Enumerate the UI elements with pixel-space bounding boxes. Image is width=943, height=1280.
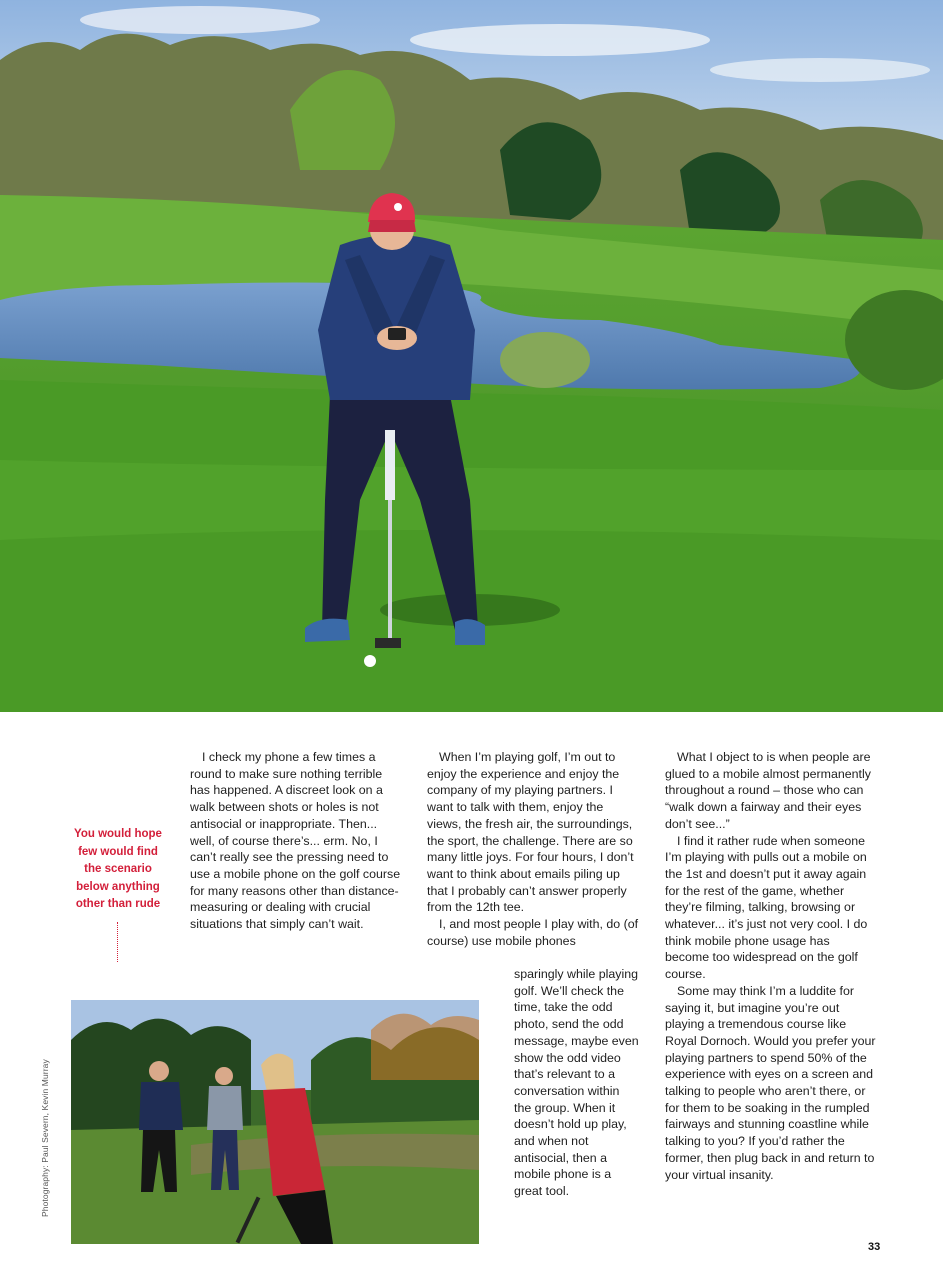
- paragraph: When I’m playing golf, I’m out to enjoy the experience and enjoy the company of my playing partners. I want to talk with them, enjoy the views, the fresh air, the surroundings, the sport, the challenge. There are so many little joys. For four hours, I don’t want to think about emails piling up that I probably can’t answer properly from the 12th tee.: [427, 750, 634, 915]
- page-number: 33: [868, 1241, 881, 1253]
- paragraph: I, and most people I play with, do (of course) use mobile phones: [427, 917, 639, 948]
- paragraph: What I object to is when people are glued to a mobile almost permanently throughout a round – those who can “walk down a fairway and their eyes don’t see...”: [665, 750, 871, 831]
- article-column-2: [427, 749, 641, 949]
- paragraph: I find it rather rude when someone I’m playing with pulls out a mobile on the 1st and doesn’t put it away again for the rest of the game, whether they’re filming, talking, browsing or whatever... it’s just not very cool. I do think mobile phone usage has become too widespread on the golf course.: [665, 833, 868, 982]
- pull-quote-dotted-rule: [117, 922, 118, 962]
- photo-credit: Photography: Paul Severn, Kevin Murray: [40, 1059, 50, 1217]
- article-column-1: [190, 749, 402, 933]
- paragraph: sparingly while playing golf. We’ll check the time, take the odd photo, send the odd message, maybe even show the odd video that’s relevant to a conversation within the group. When it doesn’t hold up play, and when not antisocial, then a mobile phone is a great tool.: [514, 967, 639, 1199]
- pull-quote: You would hope few would find the scenario below anything other than rude: [74, 828, 162, 910]
- paragraph: Some may think I’m a luddite for saying it, but imagine you’re out playing a tremendous course like Royal Dornoch. Would you prefer your playing partners to spend 50% of the experience with eyes on a screen and talking to people who aren’t there, or for them to be soaking in the rumpled fairways and stunning coastline while talking to you? If you’d rather the former, then plug back in and return to your virtual insanity.: [665, 983, 876, 1182]
- article-column-2-continued: [514, 966, 640, 1200]
- article-column-3: [665, 749, 877, 1183]
- secondary-photo: [71, 1000, 479, 1244]
- paragraph: I check my phone a few times a round to make sure nothing terrible has happened. A discreet look on a walk between shots or holes is not antisocial or inappropriate. Then... well, of course there’s... erm. No, I can’t really see the pressing need to use a mobile phone on the golf course for many reasons other than distance-measuring or dealing with crucial situations that simply can’t wait.: [190, 750, 401, 932]
